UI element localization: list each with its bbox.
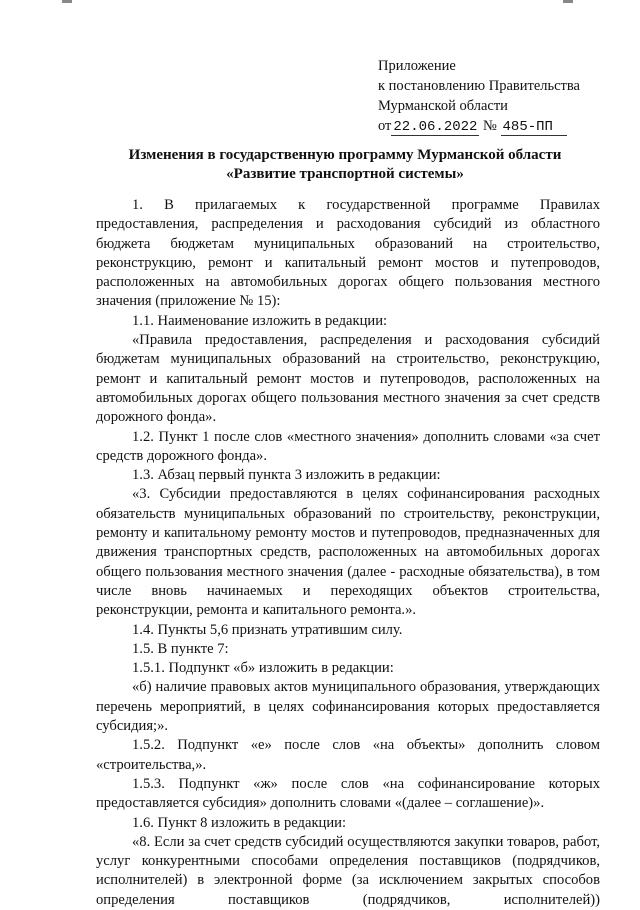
title-line-2: «Развитие транспортной системы» [226,166,464,182]
paragraph-1-3-quote: «3. Субсидии предоставляются в целях софинансирования расходных обязательств муниципальных образований по строительству, реконструкции, ремонту и капитальному ремонту мостов и путепроводов, предназначенных для движения транспортных средств, расположенных на автомобильных дорогах общего пользования местного значения (далее - расходные обязательства), в том числе вновь начинаемых и переходящих объектов строительства, реконструкции, ремонта и капитального ремонта.». [96,486,600,619]
appendix-line-2: к постановлению Правительства [378,78,580,94]
paragraph-1-1: 1.1. Наименование изложить в редакции: [132,312,388,329]
paragraph-1-5: 1.5. В пункте 7: [132,640,229,657]
scan-edge-mark-right [563,0,573,3]
date-prefix: от [378,118,392,134]
paragraph-1-5-2: 1.5.2. Подпункт «е» после слов «на объекты» дополнить словом «строительства,». [96,737,600,773]
appendix-line-1: Приложение [378,58,456,74]
paragraph-1-6: 1.6. Пункт 8 изложить в редакции: [132,814,347,831]
paragraph-1-5-1-quote: «б) наличие правовых актов муниципального образования, утверждающих перечень мероприятий, в целях софинансирования которых предоставляется субсидия;». [96,679,600,735]
appendix-line-3: Мурманской области [378,98,508,114]
paragraph-1-4: 1.4. Пункты 5,6 признать утратившим силу. [132,621,403,638]
paragraph-1: 1. В прилагаемых к государственной программе Правилах предоставления, распределения и расходования субсидий из областного бюджета бюджетам муниципальных образований на строительство, реконструкцию, ремонт и капитальный ремонт мостов и путепроводов, расположенных на автомобильных дорогах общего пользования местного значения (приложение № 15): [96,197,600,310]
paragraph-1-5-1: 1.5.1. Подпункт «б» изложить в редакции: [132,660,394,677]
paragraph-1-6-quote: «8. Если за счет средств субсидий осуществляются закупки товаров, работ, услуг конкурентными способами определения поставщиков (подрядчиков, исполнителей) в электронной форме (за исключением закрытых способов определения поставщиков (подрядчиков, исполнителей)) [96,833,600,908]
decree-date: 22.06.2022 [393,119,478,135]
document-body [96,196,600,910]
paragraph-1-2: 1.2. Пункт 1 после слов «местного значения» дополнить словами «за счет средств дорожного фонда». [96,428,600,464]
appendix-date-line [378,116,580,137]
appendix-block [378,56,580,137]
paragraph-1-1-quote: «Правила предоставления, распределения и расходования субсидий бюджетам муниципальных образований на строительство, реконструкцию, ремонт и капитальный ремонт мостов и путепроводов, расположенных на автомобильных дорогах общего пользования местного значения за счет средств дорожного фонда». [96,332,600,426]
paragraph-1-5-3: 1.5.3. Подпункт «ж» после слов «на софинансирование которых предоставляется субсидия» дополнить словами «(далее – соглашение)». [96,775,600,812]
paragraph-1-3: 1.3. Абзац первый пункта 3 изложить в редакции: [132,467,441,484]
title-line-1: Изменения в государственную программу Мурманской области [128,147,562,163]
document-title [60,146,630,184]
number-prefix: № [483,118,497,134]
decree-number: 485-ПП [501,119,567,136]
scan-edge-mark-left [62,0,72,3]
